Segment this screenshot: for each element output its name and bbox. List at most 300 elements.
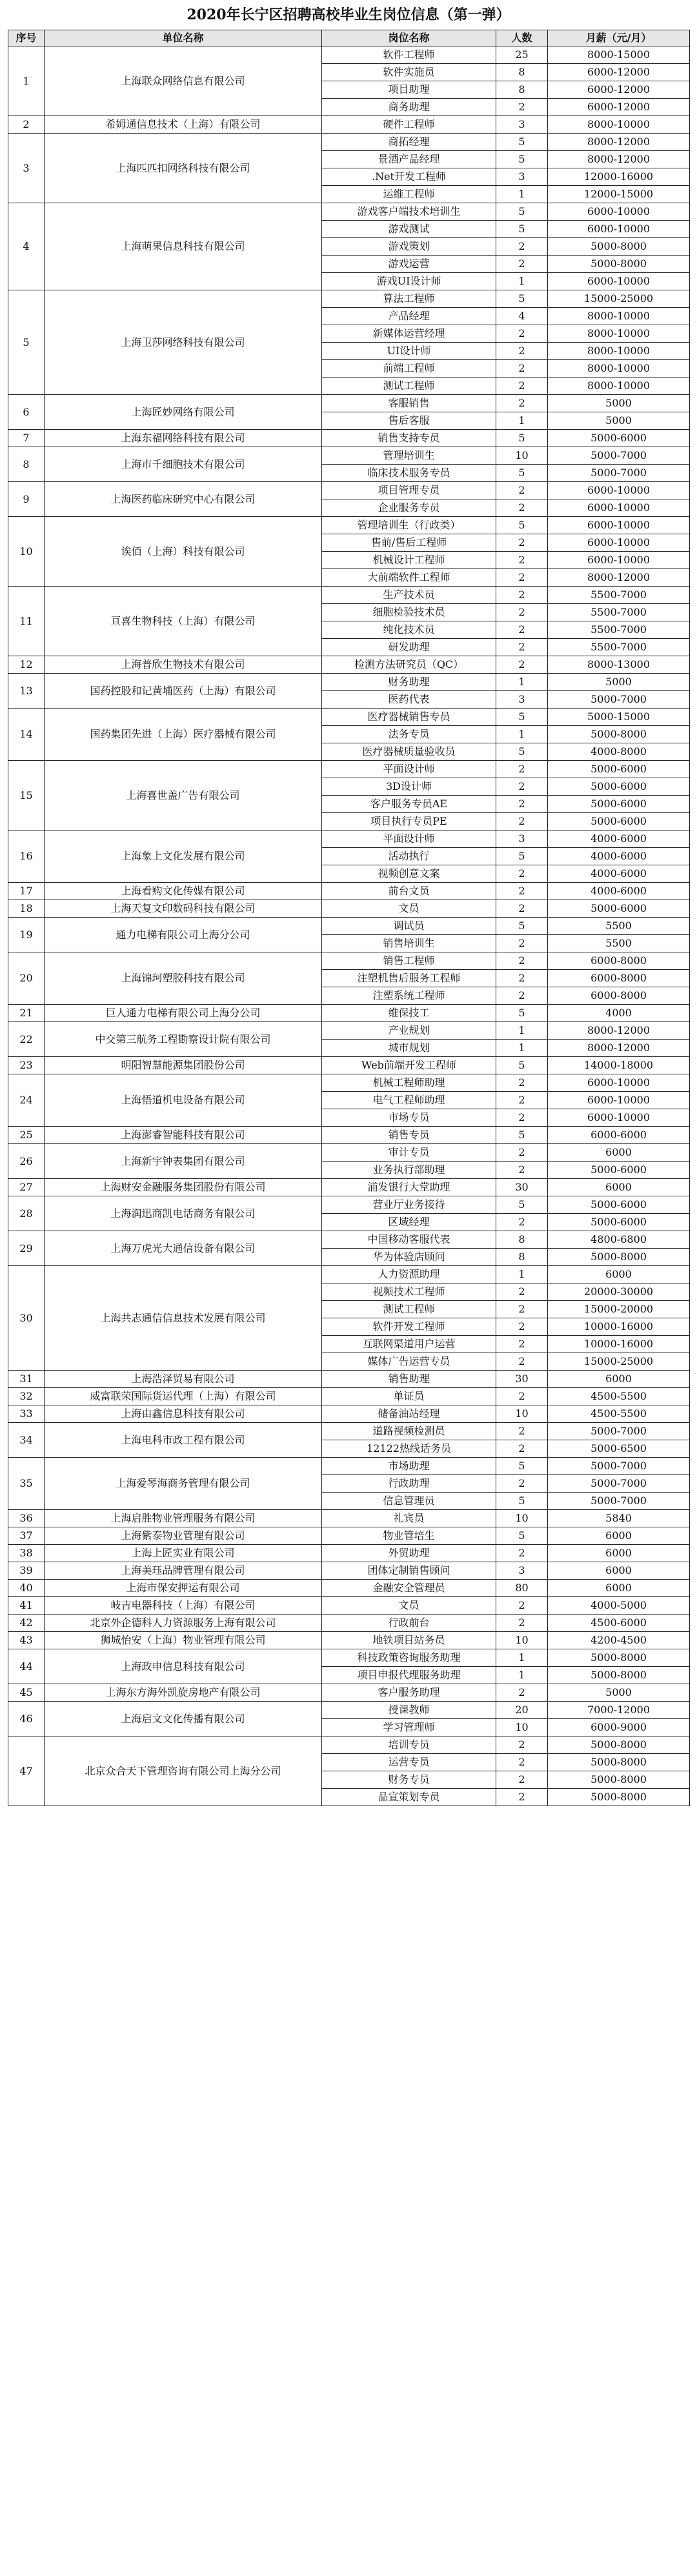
headcount: 2 xyxy=(496,360,548,377)
position-name: 运维工程师 xyxy=(322,186,496,203)
company-name: 岐吉电器科技（上海）有限公司 xyxy=(45,1597,322,1615)
headcount: 5 xyxy=(496,743,548,761)
headcount: 2 xyxy=(496,952,548,970)
position-name: 硬件工程师 xyxy=(322,116,496,134)
salary: 8000-15000 xyxy=(548,46,690,64)
position-name: 前台文员 xyxy=(322,883,496,900)
position-name: 平面设计师 xyxy=(322,761,496,778)
salary: 6000-10000 xyxy=(548,1092,690,1109)
position-name: 测试工程师 xyxy=(322,377,496,395)
company-name: 上海匠妙网络有限公司 xyxy=(45,395,322,430)
company-name: 上海喜世盖广告有限公司 xyxy=(45,761,322,830)
row-index: 39 xyxy=(8,1562,45,1580)
table-row xyxy=(8,1510,690,1527)
row-index: 23 xyxy=(8,1057,45,1074)
table-row xyxy=(8,1266,690,1283)
position-name: 视频创意文案 xyxy=(322,865,496,883)
salary: 6000-12000 xyxy=(548,81,690,99)
salary: 5000-8000 xyxy=(548,1754,690,1771)
company-name: 上海新宇钟表集团有限公司 xyxy=(45,1144,322,1179)
table-row xyxy=(8,830,690,848)
table-row xyxy=(8,1057,690,1074)
table-row xyxy=(8,430,690,447)
header-position: 岗位名称 xyxy=(322,30,496,46)
table-body xyxy=(8,46,690,1806)
table-row xyxy=(8,1144,690,1162)
table-row xyxy=(8,1405,690,1423)
headcount: 2 xyxy=(496,1545,548,1562)
salary: 4000-8000 xyxy=(548,743,690,761)
salary: 5000-6000 xyxy=(548,1214,690,1231)
position-name: 机械设计工程师 xyxy=(322,552,496,569)
position-name: 运营专员 xyxy=(322,1754,496,1771)
position-name: 市场专员 xyxy=(322,1109,496,1127)
headcount: 2 xyxy=(496,1736,548,1754)
position-name: 审计专员 xyxy=(322,1144,496,1162)
table-row xyxy=(8,918,690,935)
position-name: 业务执行部助理 xyxy=(322,1162,496,1179)
position-name: 视频技术工程师 xyxy=(322,1283,496,1301)
salary: 4000-5000 xyxy=(548,1597,690,1615)
table-row xyxy=(8,1022,690,1040)
position-name: 财务专员 xyxy=(322,1771,496,1789)
salary: 5000-8000 xyxy=(548,238,690,256)
headcount: 2 xyxy=(496,883,548,900)
salary: 20000-30000 xyxy=(548,1283,690,1301)
position-name: 医疗器械质量验收员 xyxy=(322,743,496,761)
headcount: 5 xyxy=(496,1127,548,1144)
salary: 8000-10000 xyxy=(548,377,690,395)
headcount: 2 xyxy=(496,865,548,883)
headcount: 3 xyxy=(496,830,548,848)
headcount: 2 xyxy=(496,1440,548,1458)
company-name: 上海爱琴海商务管理有限公司 xyxy=(45,1458,322,1510)
salary: 8000-12000 xyxy=(548,134,690,151)
salary: 5000-7000 xyxy=(548,1493,690,1510)
salary: 4000-6000 xyxy=(548,848,690,865)
table-row xyxy=(8,1458,690,1475)
position-name: 华为体验店顾问 xyxy=(322,1249,496,1266)
company-name: 上海澎睿智能科技有限公司 xyxy=(45,1127,322,1144)
row-index: 35 xyxy=(8,1458,45,1510)
position-name: 医疗器械销售专员 xyxy=(322,709,496,726)
salary: 4800-6800 xyxy=(548,1231,690,1249)
headcount: 5 xyxy=(496,1458,548,1475)
salary: 8000-10000 xyxy=(548,360,690,377)
row-index: 38 xyxy=(8,1545,45,1562)
table-row xyxy=(8,517,690,534)
position-name: 医药代表 xyxy=(322,691,496,709)
company-name: 亘喜生物科技（上海）有限公司 xyxy=(45,587,322,656)
position-name: 营业厅业务接待 xyxy=(322,1196,496,1214)
headcount: 2 xyxy=(496,499,548,517)
position-name: 测试工程师 xyxy=(322,1301,496,1318)
position-name: 城市规划 xyxy=(322,1040,496,1057)
salary: 5000-6000 xyxy=(548,900,690,918)
position-name: 物业管培生 xyxy=(322,1527,496,1545)
salary: 5000-8000 xyxy=(548,1789,690,1806)
position-name: 检测方法研究员（QC） xyxy=(322,656,496,674)
company-name: 北京外企德科人力资源服务上海有限公司 xyxy=(45,1615,322,1632)
row-index: 3 xyxy=(8,134,45,203)
company-name: 上海万虎光大通信设备有限公司 xyxy=(45,1231,322,1266)
headcount: 1 xyxy=(496,1266,548,1283)
headcount: 2 xyxy=(496,552,548,569)
position-name: 前端工程师 xyxy=(322,360,496,377)
salary: 5000-7000 xyxy=(548,691,690,709)
company-name: 上海象上文化发展有限公司 xyxy=(45,830,322,883)
headcount: 2 xyxy=(496,1771,548,1789)
company-name: 上海萌果信息科技有限公司 xyxy=(45,203,322,290)
salary: 6000-8000 xyxy=(548,952,690,970)
row-index: 31 xyxy=(8,1371,45,1388)
company-name: 上海悟道机电设备有限公司 xyxy=(45,1074,322,1127)
position-name: 软件工程师 xyxy=(322,46,496,64)
salary: 6000-10000 xyxy=(548,203,690,221)
salary: 8000-10000 xyxy=(548,116,690,134)
salary: 6000-6000 xyxy=(548,1127,690,1144)
headcount: 8 xyxy=(496,1231,548,1249)
salary: 5000-6000 xyxy=(548,813,690,830)
headcount: 80 xyxy=(496,1580,548,1597)
company-name: 狮城怡安（上海）物业管理有限公司 xyxy=(45,1632,322,1649)
row-index: 20 xyxy=(8,952,45,1005)
salary: 5000 xyxy=(548,1684,690,1702)
headcount: 2 xyxy=(496,1684,548,1702)
company-name: 上海东福网络科技有限公司 xyxy=(45,430,322,447)
position-name: 管理培训生（行政类） xyxy=(322,517,496,534)
position-name: 注塑机售后服务工程师 xyxy=(322,970,496,987)
salary: 15000-25000 xyxy=(548,290,690,308)
position-name: 团体定制销售顾问 xyxy=(322,1562,496,1580)
salary: 5000-7000 xyxy=(548,1458,690,1475)
salary: 6000 xyxy=(548,1527,690,1545)
company-name: 上海上匠实业有限公司 xyxy=(45,1545,322,1562)
table-row xyxy=(8,1597,690,1615)
position-name: 客户服务助理 xyxy=(322,1684,496,1702)
row-index: 45 xyxy=(8,1684,45,1702)
row-index: 44 xyxy=(8,1649,45,1684)
company-name: 上海市千细胞技术有限公司 xyxy=(45,447,322,482)
headcount: 2 xyxy=(496,900,548,918)
row-index: 19 xyxy=(8,918,45,952)
salary: 5000 xyxy=(548,412,690,430)
salary: 5000-8000 xyxy=(548,256,690,273)
table-row xyxy=(8,1702,690,1719)
company-name: 上海政申信息科技有限公司 xyxy=(45,1649,322,1684)
company-name: 国药控股和记黄埔医药（上海）有限公司 xyxy=(45,674,322,709)
salary: 6000-10000 xyxy=(548,482,690,499)
salary: 5500-7000 xyxy=(548,639,690,656)
headcount: 2 xyxy=(496,1318,548,1336)
headcount: 2 xyxy=(496,1597,548,1615)
headcount: 2 xyxy=(496,639,548,656)
headcount: 2 xyxy=(496,1109,548,1127)
salary: 6000-10000 xyxy=(548,517,690,534)
salary: 6000-10000 xyxy=(548,499,690,517)
job-table xyxy=(8,30,690,1806)
headcount: 2 xyxy=(496,534,548,552)
table-row xyxy=(8,674,690,691)
salary: 6000 xyxy=(548,1371,690,1388)
position-name: 商务助理 xyxy=(322,99,496,116)
position-name: 景酒产品经理 xyxy=(322,151,496,168)
position-name: 中国移动客服代表 xyxy=(322,1231,496,1249)
company-name: 通力电梯有限公司上海分公司 xyxy=(45,918,322,952)
headcount: 5 xyxy=(496,151,548,168)
row-index: 36 xyxy=(8,1510,45,1527)
position-name: 产业规划 xyxy=(322,1022,496,1040)
position-name: 3D设计师 xyxy=(322,778,496,796)
headcount: 8 xyxy=(496,64,548,81)
headcount: 10 xyxy=(496,1405,548,1423)
salary: 7000-12000 xyxy=(548,1702,690,1719)
company-name: 上海普欣生物技术有限公司 xyxy=(45,656,322,674)
table-row xyxy=(8,1649,690,1667)
table-row xyxy=(8,447,690,465)
headcount: 2 xyxy=(496,238,548,256)
headcount: 25 xyxy=(496,46,548,64)
salary: 6000-8000 xyxy=(548,987,690,1005)
headcount: 1 xyxy=(496,726,548,743)
row-index: 24 xyxy=(8,1074,45,1127)
headcount: 2 xyxy=(496,1144,548,1162)
headcount: 10 xyxy=(496,447,548,465)
headcount: 2 xyxy=(496,587,548,604)
salary: 10000-16000 xyxy=(548,1318,690,1336)
table-row xyxy=(8,656,690,674)
company-name: 上海润迅商凯电话商务有限公司 xyxy=(45,1196,322,1231)
row-index: 26 xyxy=(8,1144,45,1179)
salary: 6000 xyxy=(548,1545,690,1562)
headcount: 2 xyxy=(496,1336,548,1353)
row-index: 10 xyxy=(8,517,45,587)
salary: 5000-6000 xyxy=(548,1196,690,1214)
headcount: 2 xyxy=(496,395,548,412)
position-name: 人力资源助理 xyxy=(322,1266,496,1283)
table-row xyxy=(8,1127,690,1144)
headcount: 20 xyxy=(496,1702,548,1719)
salary: 4200-4500 xyxy=(548,1632,690,1649)
headcount: 5 xyxy=(496,1057,548,1074)
position-name: 12122热线话务员 xyxy=(322,1440,496,1458)
salary: 4000-6000 xyxy=(548,883,690,900)
headcount: 2 xyxy=(496,569,548,587)
salary: 5000-6000 xyxy=(548,761,690,778)
position-name: 商拓经理 xyxy=(322,134,496,151)
headcount: 30 xyxy=(496,1371,548,1388)
salary: 6000 xyxy=(548,1179,690,1196)
salary: 6000-10000 xyxy=(548,534,690,552)
row-index: 13 xyxy=(8,674,45,709)
row-index: 4 xyxy=(8,203,45,290)
salary: 5000-8000 xyxy=(548,1649,690,1667)
salary: 5000-6500 xyxy=(548,1440,690,1458)
position-name: 销售培训生 xyxy=(322,935,496,952)
row-index: 1 xyxy=(8,46,45,116)
headcount: 2 xyxy=(496,99,548,116)
company-name: 上海启胜物业管理服务有限公司 xyxy=(45,1510,322,1527)
row-index: 40 xyxy=(8,1580,45,1597)
salary: 8000-10000 xyxy=(548,325,690,343)
position-name: 授课教师 xyxy=(322,1702,496,1719)
salary: 12000-16000 xyxy=(548,168,690,186)
headcount: 10 xyxy=(496,1632,548,1649)
position-name: 学习管理师 xyxy=(322,1719,496,1736)
headcount: 1 xyxy=(496,273,548,290)
headcount: 1 xyxy=(496,674,548,691)
headcount: 4 xyxy=(496,308,548,325)
position-name: 品宣策划专员 xyxy=(322,1789,496,1806)
salary: 15000-25000 xyxy=(548,1353,690,1371)
position-name: 研发助理 xyxy=(322,639,496,656)
salary: 5000 xyxy=(548,395,690,412)
salary: 6000 xyxy=(548,1266,690,1283)
salary: 5000-8000 xyxy=(548,1771,690,1789)
salary: 10000-16000 xyxy=(548,1336,690,1353)
company-name: 上海启文文化传播有限公司 xyxy=(45,1702,322,1736)
salary: 8000-10000 xyxy=(548,308,690,325)
headcount: 2 xyxy=(496,1423,548,1440)
salary: 5000-15000 xyxy=(548,709,690,726)
position-name: 管理培训生 xyxy=(322,447,496,465)
headcount: 2 xyxy=(496,377,548,395)
table-row xyxy=(8,46,690,64)
row-index: 15 xyxy=(8,761,45,830)
table-row xyxy=(8,1736,690,1754)
company-name: 上海紫泰物业管理有限公司 xyxy=(45,1527,322,1545)
salary: 5000-7000 xyxy=(548,447,690,465)
headcount: 1 xyxy=(496,1649,548,1667)
company-name: 上海电科市政工程有限公司 xyxy=(45,1423,322,1458)
position-name: 软件开发工程师 xyxy=(322,1318,496,1336)
salary: 5000-7000 xyxy=(548,465,690,482)
headcount: 2 xyxy=(496,1353,548,1371)
table-row xyxy=(8,1074,690,1092)
table-row xyxy=(8,1179,690,1196)
company-name: 上海东方海外凯旋房地产有限公司 xyxy=(45,1684,322,1702)
salary: 6000-10000 xyxy=(548,552,690,569)
row-index: 42 xyxy=(8,1615,45,1632)
headcount: 2 xyxy=(496,482,548,499)
position-name: 礼宾员 xyxy=(322,1510,496,1527)
position-name: 维保技工 xyxy=(322,1005,496,1022)
row-index: 5 xyxy=(8,290,45,395)
row-index: 9 xyxy=(8,482,45,517)
headcount: 2 xyxy=(496,1162,548,1179)
position-name: 行政前台 xyxy=(322,1615,496,1632)
row-index: 41 xyxy=(8,1597,45,1615)
header-salary: 月薪（元/月） xyxy=(548,30,690,46)
headcount: 5 xyxy=(496,1493,548,1510)
headcount: 5 xyxy=(496,918,548,935)
company-name: 上海市保安押运有限公司 xyxy=(45,1580,322,1597)
company-name: 诶佰（上海）科技有限公司 xyxy=(45,517,322,587)
headcount: 2 xyxy=(496,656,548,674)
headcount: 10 xyxy=(496,1510,548,1527)
company-name: 上海财安金融服务集团股份有限公司 xyxy=(45,1179,322,1196)
company-name: 国药集团先进（上海）医疗器械有限公司 xyxy=(45,709,322,761)
headcount: 2 xyxy=(496,1214,548,1231)
company-name: 明阳智慧能源集团股份公司 xyxy=(45,1057,322,1074)
position-name: 地铁项目站务员 xyxy=(322,1632,496,1649)
headcount: 8 xyxy=(496,81,548,99)
headcount: 3 xyxy=(496,116,548,134)
company-name: 上海浩泽贸易有限公司 xyxy=(45,1371,322,1388)
header-count: 人数 xyxy=(496,30,548,46)
salary: 8000-12000 xyxy=(548,1040,690,1057)
table-row xyxy=(8,395,690,412)
salary: 8000-13000 xyxy=(548,656,690,674)
headcount: 5 xyxy=(496,430,548,447)
row-index: 11 xyxy=(8,587,45,656)
salary: 4500-5500 xyxy=(548,1405,690,1423)
salary: 5500-7000 xyxy=(548,621,690,639)
company-name: 上海匹匹扣网络科技有限公司 xyxy=(45,134,322,203)
salary: 15000-20000 xyxy=(548,1301,690,1318)
row-index: 12 xyxy=(8,656,45,674)
salary: 6000-10000 xyxy=(548,221,690,238)
position-name: 项目执行专员PE xyxy=(322,813,496,830)
position-name: 培训专员 xyxy=(322,1736,496,1754)
salary: 5000-6000 xyxy=(548,1162,690,1179)
salary: 5500 xyxy=(548,918,690,935)
header-index: 序号 xyxy=(8,30,45,46)
position-name: 客服销售 xyxy=(322,395,496,412)
salary: 6000-10000 xyxy=(548,273,690,290)
headcount: 2 xyxy=(496,604,548,621)
position-name: 细胞检验技术员 xyxy=(322,604,496,621)
salary: 6000 xyxy=(548,1562,690,1580)
row-index: 43 xyxy=(8,1632,45,1649)
table-row xyxy=(8,1580,690,1597)
position-name: 临床技术服务专员 xyxy=(322,465,496,482)
row-index: 30 xyxy=(8,1266,45,1371)
table-row xyxy=(8,1545,690,1562)
row-index: 14 xyxy=(8,709,45,761)
table-row xyxy=(8,290,690,308)
position-name: 调试员 xyxy=(322,918,496,935)
salary: 12000-15000 xyxy=(548,186,690,203)
company-name: 上海联众网络信息有限公司 xyxy=(45,46,322,116)
salary: 8000-12000 xyxy=(548,569,690,587)
position-name: 销售工程师 xyxy=(322,952,496,970)
position-name: 游戏客户端技术培训生 xyxy=(322,203,496,221)
salary: 5500-7000 xyxy=(548,604,690,621)
position-name: 销售支持专员 xyxy=(322,430,496,447)
position-name: 平面设计师 xyxy=(322,830,496,848)
company-name: 上海锦珂塑胶科技有限公司 xyxy=(45,952,322,1005)
headcount: 30 xyxy=(496,1179,548,1196)
header-row xyxy=(8,30,690,46)
position-name: 储备油站经理 xyxy=(322,1405,496,1423)
salary: 5000-8000 xyxy=(548,1736,690,1754)
position-name: 浦发银行大堂助理 xyxy=(322,1179,496,1196)
salary: 8000-12000 xyxy=(548,1022,690,1040)
position-name: 新媒体运营经理 xyxy=(322,325,496,343)
salary: 6000-9000 xyxy=(548,1719,690,1736)
salary: 6000 xyxy=(548,1144,690,1162)
headcount: 1 xyxy=(496,1022,548,1040)
position-name: 算法工程师 xyxy=(322,290,496,308)
company-name: 希姆通信息技术（上海）有限公司 xyxy=(45,116,322,134)
salary: 6000-12000 xyxy=(548,64,690,81)
table-row xyxy=(8,116,690,134)
row-index: 32 xyxy=(8,1388,45,1405)
position-name: 机械工程师助理 xyxy=(322,1074,496,1092)
headcount: 5 xyxy=(496,465,548,482)
salary: 4000-6000 xyxy=(548,830,690,848)
